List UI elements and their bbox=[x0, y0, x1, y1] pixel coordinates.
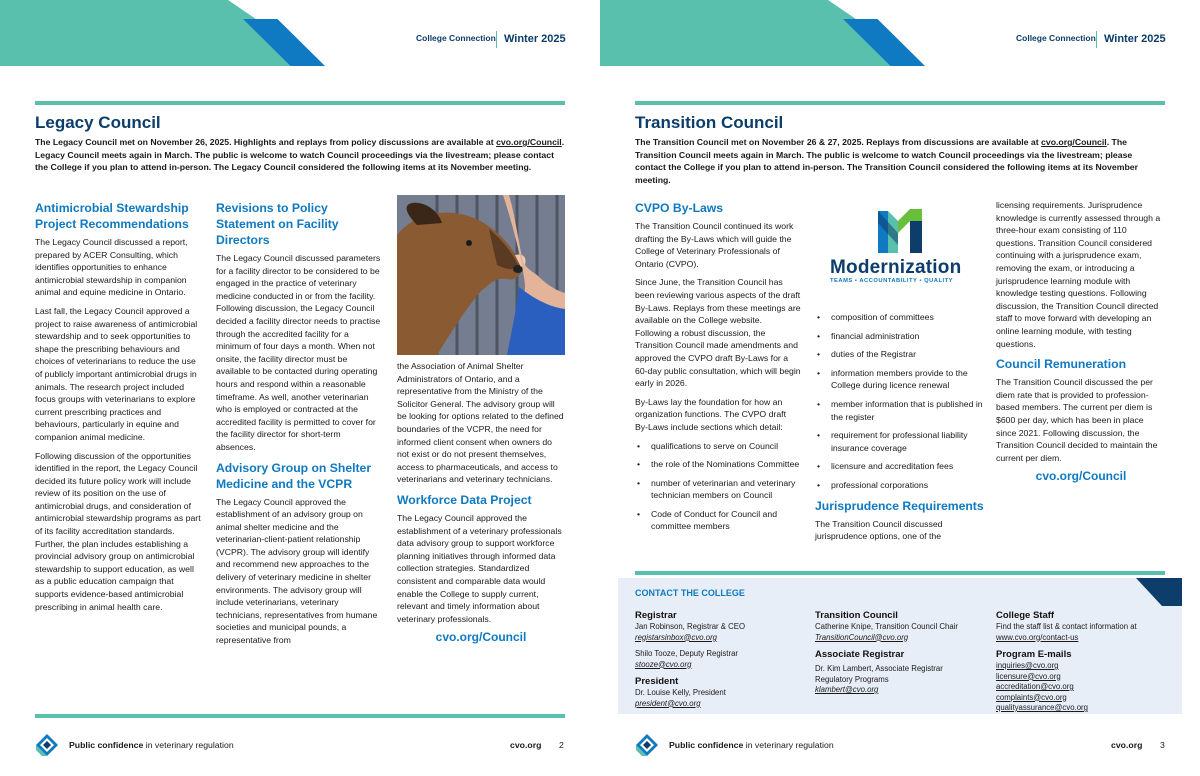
column-1 bbox=[635, 200, 801, 539]
paragraph: By-Laws lay the foundation for how an organization functions. The CVPO draft By-Laws include sections which detail: bbox=[635, 396, 786, 432]
list-item: • professional corporations bbox=[815, 479, 985, 492]
contact-name: Shilo Tooze, Deputy Registrar bbox=[635, 649, 738, 658]
footer-site[interactable]: cvo.org bbox=[510, 740, 542, 750]
contact-col-1 bbox=[635, 610, 805, 709]
intro-text-2: . The Transition Council meets again in March. The public is welcome to watch Council proceedings via the livestream; please contact the College if you plan to attend in-person. The Transition Council considered the following items at its November meeting. bbox=[635, 137, 1138, 185]
paragraph: The Legacy Council discussed parameters for a facility director to be considered to be engaged in the practice of veterinary medicine conducted in or from the facility. Following discussion, the Legacy Council decided a facility director needs to practise through the accredited facility for a minimum of four days a month. When not onsite, the facility director must be available to be contacted during operating hours and respond within a reasonable timeframe. As well, another veterinarian who is employed or contracted at the accredited facility is permitted to cover for the facility director for short-term absences. bbox=[216, 253, 381, 452]
modernization-word: Modernization bbox=[830, 257, 962, 278]
list-item: • number of veterinarian and veterinary technician members on Council bbox=[635, 477, 801, 502]
contact-name: Regulatory Programs bbox=[815, 674, 889, 684]
paragraph: the Association of Animal Shelter Administrators of Ontario, and a representative from the Ministry of the Solicitor General. The advisory group will be looking for options related to the defined boundaries of the VCPR, the need for informed client consent when owners do not exist or do not present themselves, access to pharmaceuticals, and access to veterinarians and veterinary technicians. bbox=[397, 361, 564, 485]
contact-text: Find the staff list & contact information at bbox=[996, 622, 1137, 631]
paragraph: The Legacy Council approved the establishment of an advisory group on animal shelter medicine and the veterinarian-client-patient relationship (VCPR). The advisory group will identify and recommend new approaches to the delivery of veterinary medicine in shelter environments. The advisory group will include veterinarians, veterinary technicians, representatives from humane societies and municipal pounds, a representative from bbox=[216, 496, 378, 646]
contact-role: College Staff bbox=[996, 610, 1055, 621]
paragraph: licensing requirements. Jurisprudence knowledge is currently assessed through a three-hour exam consisting of 110 questions. Transition Council considered continuing with a jurisprudence exam, removing the exam, or introducing a jurisprudence learning module with knowledge testing questions. Following discussion, the Transition Council directed staff to move forward with developing an online learning module, with testing questions. bbox=[996, 200, 1161, 349]
modernization-logo bbox=[826, 205, 974, 287]
paragraph: The Legacy Council discussed a report, prepared by ACER Consulting, which identifies opportunities to enhance antimicrobial stewardship in companion animal and equine medicine in Ontario. bbox=[35, 237, 188, 298]
paragraph: The Transition Council discussed jurisprudence options, one of the bbox=[815, 518, 943, 542]
list-item: • licensure and accreditation fees bbox=[815, 460, 985, 473]
contact-email[interactable]: qualityassurance@cvo.org bbox=[996, 703, 1088, 712]
heading-facility-directors: Revisions to Policy Statement on Facility Directors bbox=[216, 201, 339, 247]
list-item: • the role of the Nominations Committee bbox=[635, 458, 801, 471]
council-link[interactable]: cvo.org/Council bbox=[435, 630, 527, 645]
heading-council-remuneration: Council Remuneration bbox=[996, 357, 1127, 372]
page-title: Transition Council bbox=[635, 113, 784, 132]
contact-corner-decoration bbox=[1136, 578, 1182, 606]
footer-site[interactable]: cvo.org bbox=[1111, 740, 1143, 750]
contact-email[interactable]: complaints@cvo.org bbox=[996, 692, 1067, 702]
footer-tagline bbox=[69, 740, 234, 750]
column-1 bbox=[35, 200, 201, 619]
paragraph: Last fall, the Legacy Council approved a project to raise awareness of antimicrobial stewardship and to seek opportunities to shape the prescribing behaviours and choices of veterinarians to reduce the use of publicly important antimicrobial drugs in animals. The research project included focus groups with veterinarians to explore current prescribing practices and behaviours, particularly in equine and companion animal medicine. bbox=[35, 305, 198, 442]
intro-paragraph bbox=[35, 136, 565, 174]
list-item: • information members provide to the College during licence renewal bbox=[815, 367, 985, 392]
contact-heading: CONTACT THE COLLEGE bbox=[635, 588, 745, 598]
list-item: • qualifications to serve on Council bbox=[635, 440, 801, 453]
heading-antimicrobial: Antimicrobial Stewardship Project Recommendations bbox=[35, 201, 189, 231]
publication-name: College Connection bbox=[1016, 33, 1096, 43]
contact-email[interactable]: stooze@cvo.org bbox=[635, 659, 692, 669]
contact-link[interactable]: www.cvo.org/contact-us bbox=[996, 632, 1079, 642]
title-rule bbox=[35, 101, 565, 105]
intro-text-2: . Legacy Council meets again in March. The public is welcome to watch Council proceedings via the livestream; please contact the College if you plan to attend in-person. The Legacy Council considered the following items at its November meeting. bbox=[35, 137, 565, 173]
paragraph: The Transition Council continued its work drafting the By-Laws which will guide the College of Veterinary Professionals of Ontario (CVPO). bbox=[635, 221, 794, 269]
bylaws-list-b bbox=[815, 311, 985, 492]
contact-role: President bbox=[635, 676, 679, 687]
contact-box bbox=[618, 578, 1182, 714]
modernization-tagline: TEAMS • ACCOUNTABILITY • QUALITY bbox=[830, 278, 954, 284]
contact-email[interactable]: licensure@cvo.org bbox=[996, 671, 1061, 681]
paragraph: The Transition Council discussed the per diem rate that is provided to profession-based members. The current per diem is $600 per day, which has been in place since 2021. Following discussion, the Transition Council decided to maintain the current per diem. bbox=[996, 377, 1158, 463]
publication-name: College Connection bbox=[416, 33, 496, 43]
column-3 bbox=[397, 360, 565, 644]
tagline-rest: in veterinary regulation bbox=[743, 740, 834, 750]
column-3 bbox=[996, 199, 1166, 483]
contact-email[interactable]: TransitionCouncil@cvo.org bbox=[815, 632, 909, 642]
page-number: 2 bbox=[559, 740, 564, 750]
contact-name: Jan Robinson, Registrar & CEO bbox=[635, 622, 746, 631]
contact-role: Associate Registrar bbox=[815, 649, 905, 660]
dog-photo bbox=[397, 195, 565, 355]
tagline-rest: in veterinary regulation bbox=[143, 740, 234, 750]
contact-role: Program E-mails bbox=[996, 649, 1072, 660]
contact-col-3 bbox=[996, 610, 1176, 714]
modernization-mark-icon bbox=[826, 205, 974, 261]
heading-workforce-data: Workforce Data Project bbox=[397, 492, 532, 507]
heading-jurisprudence: Jurisprudence Requirements bbox=[815, 498, 984, 513]
contact-email[interactable]: accreditation@cvo.org bbox=[996, 682, 1074, 691]
intro-council-link[interactable]: cvo.org/Council bbox=[496, 137, 562, 147]
list-item: • member information that is published in the register bbox=[815, 398, 985, 423]
column-2 bbox=[815, 311, 985, 549]
page-number: 3 bbox=[1160, 740, 1165, 750]
tagline-bold: Public confidence bbox=[69, 740, 144, 750]
paragraph: Following discussion of the opportunities identified in the report, the Legacy Council decided its future policy work will include review of its position on the use of antimicrobial drugs, and consideration of antimicrobial stewardship programs as part of its facility accreditation standards. Further, the plan includes establishing a provincial advisory group on antimicrobial stewardship to support education, as well as a public education campaign that supports evidence-based antimicrobial prescribing in animal health care. bbox=[35, 450, 201, 612]
column-2 bbox=[216, 200, 382, 653]
intro-council-link[interactable]: cvo.org/Council bbox=[1041, 137, 1107, 147]
list-item: • Code of Conduct for Council and committee members bbox=[635, 508, 801, 533]
contact-email[interactable]: registarsinbox@cvo.org bbox=[635, 632, 718, 642]
intro-paragraph bbox=[635, 136, 1165, 186]
bylaws-list-a bbox=[635, 440, 801, 534]
contact-role: Transition Council bbox=[815, 610, 898, 621]
contact-col-2 bbox=[815, 610, 985, 696]
contact-email[interactable]: inquiries@cvo.org bbox=[996, 661, 1059, 670]
cvo-logo-icon bbox=[36, 734, 58, 756]
list-item: • composition of committees bbox=[815, 311, 985, 324]
contact-email[interactable]: president@cvo.org bbox=[635, 698, 701, 708]
list-item: • requirement for professional liability insurance coverage bbox=[815, 429, 985, 454]
page-title: Legacy Council bbox=[35, 113, 161, 132]
council-link[interactable]: cvo.org/Council bbox=[1035, 469, 1127, 484]
footer-tagline bbox=[669, 740, 834, 750]
footer-rule bbox=[35, 714, 565, 718]
contact-role: Registrar bbox=[635, 610, 677, 621]
tagline-bold: Public confidence bbox=[669, 740, 744, 750]
header-separator bbox=[496, 31, 497, 48]
intro-text-1: The Transition Council met on November 26 & 27, 2025. Replays from discussions are available at bbox=[635, 137, 1042, 147]
title-rule bbox=[635, 101, 1165, 105]
intro-text-1: The Legacy Council met on November 26, 2025. Highlights and replays from policy discussions are available at bbox=[35, 137, 497, 147]
list-item: • financial administration bbox=[815, 330, 985, 343]
paragraph: The Legacy Council approved the establishment of a veterinary professionals data advisory group to support workforce planning initiatives through informed data collection strategies. Standardized consistent and comparable data would enable the College to supply current, relevant and timely information about veterinary professionals. bbox=[397, 512, 562, 624]
issue-label: Winter 2025 bbox=[1104, 33, 1166, 45]
heading-advisory-group: Advisory Group on Shelter Medicine and the VCPR bbox=[216, 460, 372, 491]
header-separator bbox=[1096, 31, 1097, 48]
contact-name: Dr. Kim Lambert, Associate Registrar bbox=[815, 664, 943, 673]
contact-name: Dr. Louise Kelly, President bbox=[635, 688, 726, 697]
paragraph: Since June, the Transition Council has been reviewing various aspects of the draft By-Laws. Replays from these meetings are available on the College website. Following a robust discussion, the Transition Council made amendments and approved the CVPO draft By-Laws for a 60-day public consultation, which will begin early in 2026. bbox=[635, 277, 801, 389]
list-item: • duties of the Registrar bbox=[815, 348, 985, 361]
cvo-logo-icon bbox=[636, 734, 658, 756]
heading-cvpo-bylaws: CVPO By-Laws bbox=[635, 201, 724, 215]
contact-name: Catherine Knipe, Transition Council Chair bbox=[815, 622, 959, 631]
issue-label: Winter 2025 bbox=[504, 33, 566, 45]
footer-rule bbox=[635, 571, 1165, 575]
contact-email[interactable]: klambert@cvo.org bbox=[815, 685, 879, 694]
